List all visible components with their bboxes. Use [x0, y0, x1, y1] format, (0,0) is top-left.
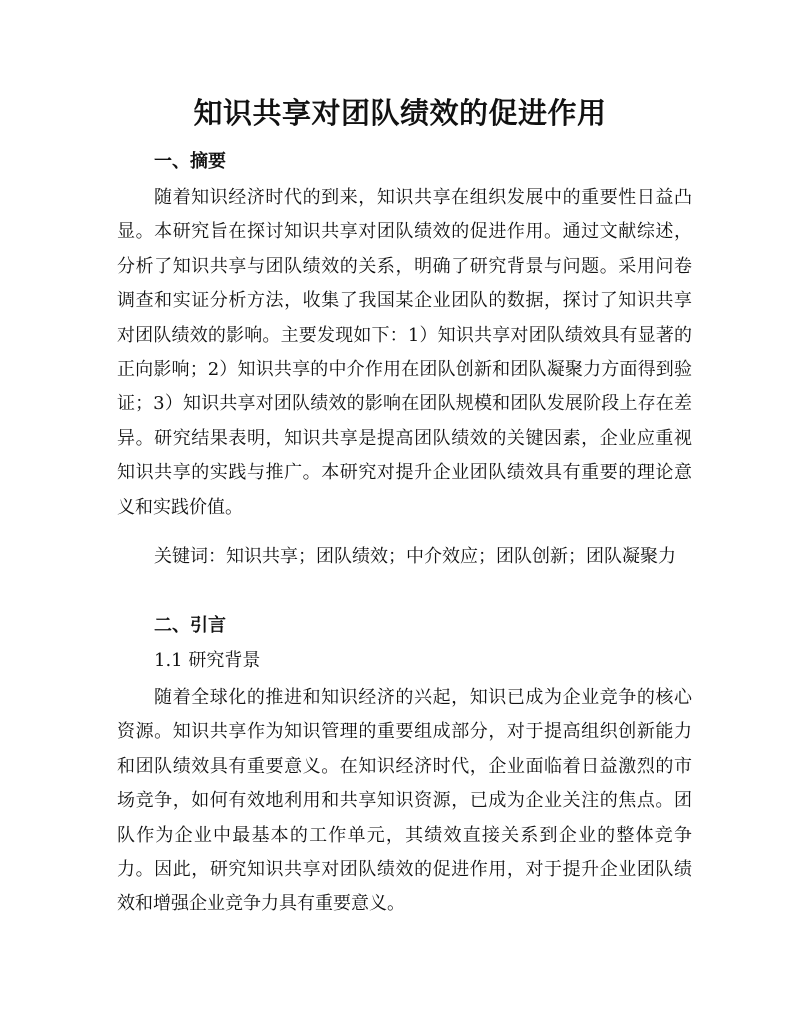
research-background-paragraph: 随着全球化的推进和知识经济的兴起，知识已成为企业竞争的核心资源。知识共享作为知识管理的重要组成部分，对于提高组织创新能力和团队绩效具有重要意义。在知识经济时代，企业面临着日益激烈的市场竞争，如何有效地利用和共享知识资源，已成为企业关注的焦点。团队作为企业中最基本的工作单元，其绩效直接关系到企业的整体竞争力。因此，研究知识共享对团队绩效的促进作用，对于提升企业团队绩效和增强企业竞争力具有重要意义。 [117, 687, 692, 915]
abstract-paragraph: 随着知识经济时代的到来，知识共享在组织发展中的重要性日益凸显。本研究旨在探讨知识共享对团队绩效的促进作用。通过文献综述，分析了知识共享与团队绩效的关系，明确了研究背景与问题。采用问卷调查和实证分析方法，收集了我国某企业团队的数据，探讨了知识共享对团队绩效的影响。主要发现如下：1）知识共享对团队绩效具有显著的正向影响；2）知识共享的中介作用在团队创新和团队凝聚力方面得到验证；3）知识共享对团队绩效的影响在团队规模和团队发展阶段上存在差异。研究结果表明，知识共享是提高团队绩效的关键因素，企业应重视知识共享的实践与推广。本研究对提升企业团队绩效具有重要的理论意义和实践价值。 [117, 187, 692, 518]
document-title: 知识共享对团队绩效的促进作用 [193, 96, 607, 130]
introduction-heading: 二、引言 [154, 615, 226, 636]
research-background-heading: 1.1 研究背景 [154, 650, 261, 671]
abstract-heading: 一、摘要 [154, 151, 226, 172]
keywords-line: 关键词：知识共享；团队绩效；中介效应；团队创新；团队凝聚力 [154, 546, 676, 567]
